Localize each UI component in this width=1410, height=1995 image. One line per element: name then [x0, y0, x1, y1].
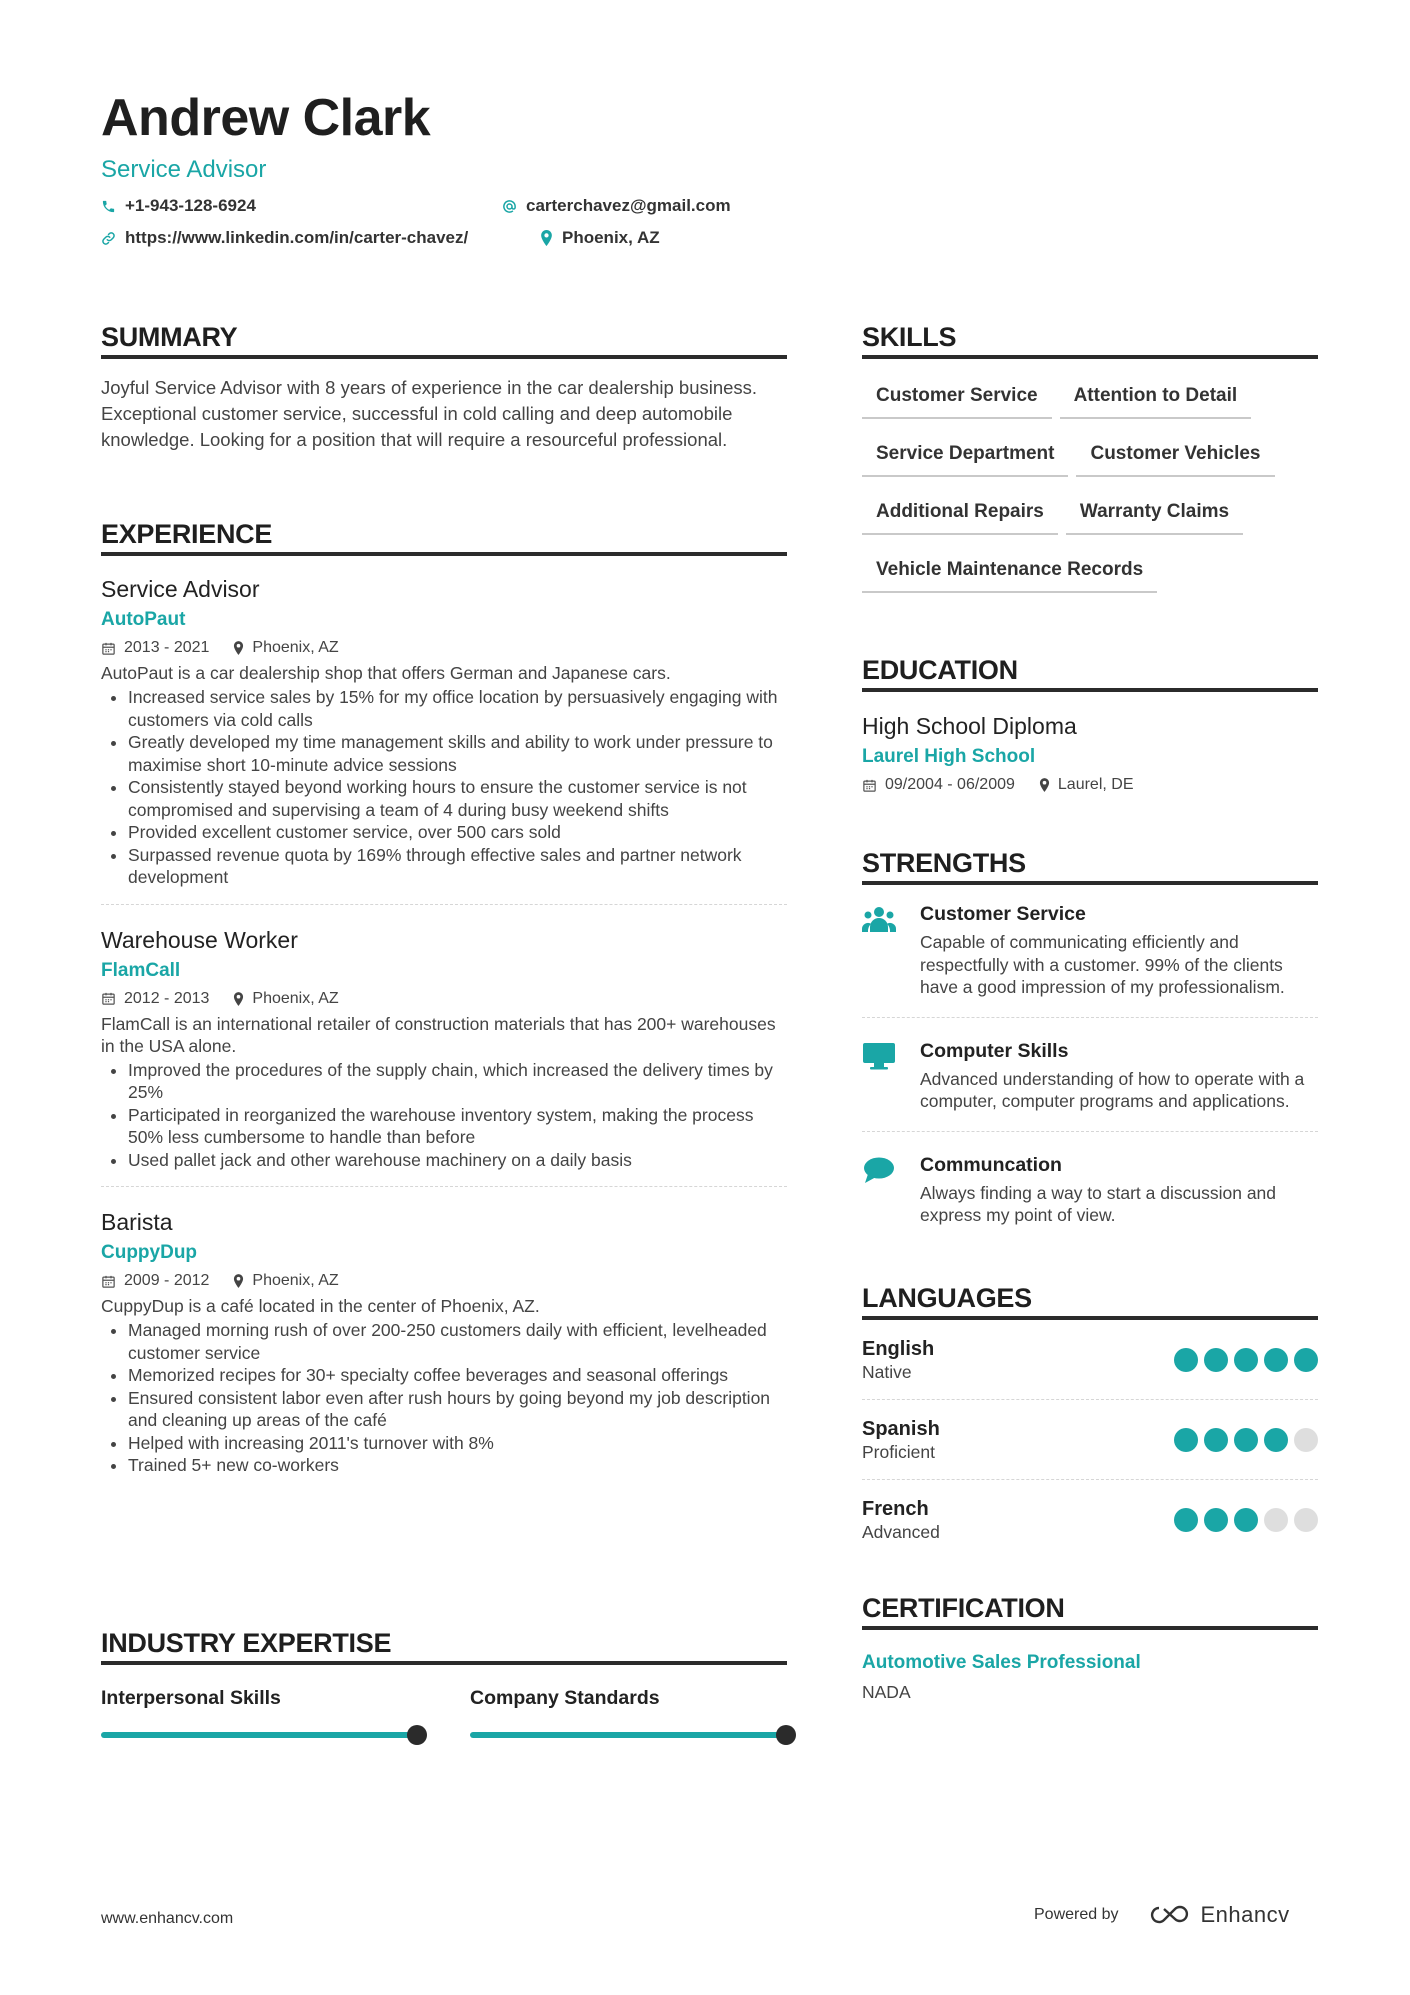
strengths-heading: STRENGTHS	[862, 848, 1318, 885]
skill-tag: Warranty Claims	[1066, 491, 1243, 535]
job-bullets	[101, 1319, 787, 1477]
right-column	[862, 322, 1318, 1703]
calendar-icon	[101, 1274, 116, 1289]
industry-expertise-heading: INDUSTRY EXPERTISE	[101, 1628, 787, 1665]
language-item	[862, 1338, 1318, 1383]
strength-desc: Advanced understanding of how to operate with a computer, computer programs and applications.	[920, 1068, 1305, 1111]
certification-issuer: NADA	[862, 1681, 911, 1702]
skill-tag: Attention to Detail	[1060, 375, 1252, 419]
education-degree: High School Diploma	[862, 713, 1077, 739]
monitor-icon	[862, 1042, 896, 1070]
left-column	[101, 322, 787, 1477]
rating-dot-filled	[1234, 1348, 1258, 1372]
experience-list	[101, 576, 787, 1477]
job-dates: 2009 - 2012	[124, 1272, 210, 1289]
skill-tag: Additional Repairs	[862, 491, 1058, 535]
rating-dot-empty	[1264, 1508, 1288, 1532]
footer-website[interactable]: www.enhancv.com	[101, 1910, 234, 1927]
job-dates: 2013 - 2021	[124, 639, 210, 656]
languages-list	[862, 1338, 1318, 1543]
language-item	[862, 1418, 1318, 1463]
bullet-item: • Ensured consistent labor even after rush hours by going beyond my job description and cleaning up areas of the café	[128, 1387, 787, 1432]
email-text[interactable]: carterchavez@gmail.com	[526, 196, 731, 215]
job-description: AutoPaut is a car dealership shop that offers German and Japanese cars.	[101, 663, 671, 683]
language-name: English	[862, 1337, 935, 1360]
job-description: CuppyDup is a café located in the center of Phoenix, AZ.	[101, 1296, 540, 1316]
divider	[862, 1131, 1318, 1132]
language-name: Spanish	[862, 1417, 940, 1440]
bullet-item: • Increased service sales by 15% for my office location by persuasively engaging with customers via cold calls	[128, 686, 787, 731]
job-title: Warehouse Worker	[101, 926, 298, 953]
location-pin-icon	[540, 230, 553, 246]
rating-dot-filled	[1234, 1508, 1258, 1532]
candidate-title: Service Advisor	[101, 156, 267, 183]
language-level: Proficient	[862, 1441, 935, 1462]
experience-heading: EXPERIENCE	[101, 519, 787, 556]
bullet-item: • Used pallet jack and other warehouse machinery on a daily basis	[128, 1149, 787, 1172]
strengths-list	[862, 903, 1318, 1227]
divider	[101, 1186, 787, 1187]
rating-dot-filled	[1234, 1428, 1258, 1452]
job-entry	[101, 927, 787, 1172]
divider	[862, 1017, 1318, 1018]
strength-desc: Always finding a way to start a discussion and express my point of view.	[920, 1182, 1277, 1225]
location-pin-icon	[1039, 778, 1050, 792]
footer-brand[interactable]	[1034, 1902, 1290, 1928]
languages-heading: LANGUAGES	[862, 1283, 1318, 1320]
rating-dot-filled	[1204, 1348, 1228, 1372]
job-bullets	[101, 686, 787, 889]
strength-item	[862, 1040, 1318, 1113]
job-meta	[101, 639, 787, 657]
strength-title: Computer Skills	[920, 1039, 1069, 1062]
skill-tag: Vehicle Maintenance Records	[862, 549, 1157, 593]
chat-icon	[862, 1156, 896, 1184]
rating-dot-filled	[1174, 1428, 1198, 1452]
skills-heading: SKILLS	[862, 322, 1318, 359]
expertise-bars	[101, 1687, 787, 1757]
language-level: Advanced	[862, 1521, 940, 1542]
expertise-item	[470, 1687, 788, 1738]
job-location: Phoenix, AZ	[252, 639, 339, 656]
strength-item	[862, 1154, 1318, 1227]
bullet-item: • Participated in reorganized the warehouse inventory system, making the process 50% less cumbersome to handle than before	[128, 1104, 787, 1149]
divider	[862, 1479, 1318, 1480]
education-heading: EDUCATION	[862, 655, 1318, 692]
job-title: Barista	[101, 1209, 173, 1235]
calendar-icon	[101, 641, 116, 656]
expertise-label: Interpersonal Skills	[101, 1687, 281, 1709]
location-pin-icon	[233, 641, 244, 655]
skill-tag: Service Department	[862, 433, 1068, 477]
strength-item	[862, 903, 1318, 999]
phone-icon	[101, 199, 116, 214]
certification-name: Automotive Sales Professional	[862, 1651, 1141, 1673]
bullet-item: • Surpassed revenue quota by 169% through effective sales and partner network development	[128, 844, 787, 889]
language-level: Native	[862, 1361, 912, 1382]
expertise-item	[101, 1687, 419, 1738]
skill-tag: Customer Service	[862, 375, 1052, 419]
strength-title: Customer Service	[920, 903, 1086, 925]
education-dates: 09/2004 - 06/2009	[885, 776, 1015, 793]
enhancv-logo-icon	[1147, 1903, 1193, 1927]
expertise-bar-knob	[776, 1725, 796, 1745]
skills-list	[862, 375, 1318, 607]
expertise-bar	[101, 1732, 417, 1738]
job-entry	[101, 1209, 787, 1477]
summary-heading: SUMMARY	[101, 322, 787, 359]
location-pin-icon	[233, 992, 244, 1006]
email-contact[interactable]	[502, 196, 731, 216]
users-icon	[862, 905, 896, 933]
job-company: FlamCall	[101, 959, 181, 981]
divider	[101, 904, 787, 905]
rating-dot-empty	[1294, 1508, 1318, 1532]
bullet-item: • Greatly developed my time management skills and ability to work under pressure to maximise short 10-minute advice sessions	[128, 731, 787, 776]
bullet-item: • Improved the procedures of the supply chain, which increased the delivery times by 25%	[128, 1059, 787, 1104]
expertise-label: Company Standards	[470, 1687, 660, 1709]
rating-dot-filled	[1174, 1508, 1198, 1532]
job-company: CuppyDup	[101, 1242, 198, 1263]
job-dates: 2012 - 2013	[124, 989, 210, 1007]
linkedin-text[interactable]: https://www.linkedin.com/in/carter-chavez/	[125, 228, 469, 247]
strength-desc: Capable of communicating efficiently and respectfully with a customer. 99% of the clients have a good impression of my professionalism.	[920, 932, 1285, 997]
industry-expertise-section	[101, 1628, 787, 1757]
location-contact	[540, 228, 660, 248]
bullet-item: • Trained 5+ new co-workers	[128, 1454, 787, 1477]
rating-dot-filled	[1264, 1428, 1288, 1452]
education-school: Laurel High School	[862, 746, 1036, 767]
rating-dot-filled	[1204, 1508, 1228, 1532]
calendar-icon	[862, 778, 877, 793]
education-location: Laurel, DE	[1057, 776, 1134, 793]
phone-contact	[101, 196, 256, 216]
skill-tag: Customer Vehicles	[1076, 433, 1274, 477]
candidate-name: Andrew Clark	[101, 89, 431, 147]
calendar-icon	[101, 991, 116, 1006]
job-description: FlamCall is an international retailer of construction materials that has 200+ warehouses in the USA alone.	[101, 1013, 776, 1056]
brand-text: Enhancv	[1200, 1902, 1290, 1927]
phone-text: +1-943-128-6924	[125, 196, 256, 215]
strength-title: Communcation	[920, 1153, 1062, 1176]
expertise-bar-knob	[407, 1725, 427, 1745]
location-text: Phoenix, AZ	[562, 228, 660, 247]
powered-by-text: Powered by	[1034, 1906, 1119, 1923]
education-meta	[862, 776, 1318, 794]
summary-text: Joyful Service Advisor with 8 years of experience in the car dealership business. Exceptional customer service, successful in cold calling and deep automobile knowledge. Looking for a position that will require a resourceful professional.	[101, 377, 758, 450]
certification-heading: CERTIFICATION	[862, 1593, 1318, 1630]
rating-dot-filled	[1294, 1348, 1318, 1372]
bullet-item: • Helped with increasing 2011's turnover with 8%	[128, 1432, 787, 1455]
at-icon	[502, 199, 517, 214]
bullet-item: • Provided excellent customer service, over 500 cars sold	[128, 821, 787, 844]
language-item	[862, 1498, 1318, 1543]
linkedin-contact[interactable]	[101, 228, 468, 248]
job-bullets	[101, 1059, 787, 1172]
job-location: Phoenix, AZ	[252, 1272, 339, 1289]
job-title: Service Advisor	[101, 576, 260, 602]
job-meta	[101, 1272, 787, 1290]
location-pin-icon	[233, 1274, 244, 1288]
bullet-item: • Memorized recipes for 30+ specialty coffee beverages and seasonal offerings	[128, 1364, 787, 1387]
rating-dot-filled	[1174, 1348, 1198, 1372]
job-company: AutoPaut	[101, 609, 186, 630]
expertise-bar	[470, 1732, 786, 1738]
bullet-item: • Consistently stayed beyond working hours to ensure the customer service is not compromised and supervising a team of 4 during busy weekend shifts	[128, 776, 787, 821]
rating-dot-filled	[1204, 1428, 1228, 1452]
language-rating	[1168, 1348, 1318, 1372]
link-icon	[101, 231, 116, 246]
language-rating	[1168, 1508, 1318, 1532]
divider	[862, 1399, 1318, 1400]
job-meta	[101, 990, 787, 1008]
language-rating	[1168, 1428, 1318, 1452]
rating-dot-empty	[1294, 1428, 1318, 1452]
bullet-item: • Managed morning rush of over 200-250 customers daily with efficient, levelheaded customer service	[128, 1319, 787, 1364]
rating-dot-filled	[1264, 1348, 1288, 1372]
language-name: French	[862, 1497, 929, 1520]
job-entry	[101, 576, 787, 889]
job-location: Phoenix, AZ	[252, 989, 339, 1007]
